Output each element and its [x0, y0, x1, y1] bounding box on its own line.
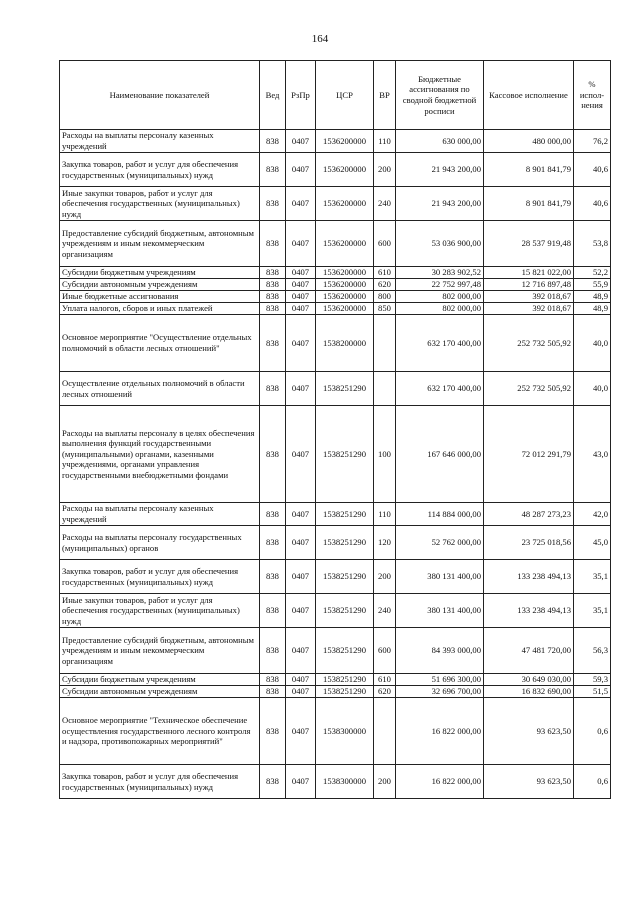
table-row [60, 560, 611, 594]
row-ved: 838 [260, 674, 286, 686]
row-ved: 838 [260, 187, 286, 221]
row-cash: 8 901 841,79 [484, 153, 574, 187]
row-name: Иные закупки товаров, работ и услуг для обеспечения государственных (муниципальных) нужд [60, 594, 260, 628]
row-name: Субсидии бюджетным учреждениям [60, 267, 260, 279]
row-name: Основное мероприятие "Техническое обеспечение осуществления государственного лесного контроля и надзора, противопожарных мероприятий" [60, 698, 260, 765]
row-rzpr: 0407 [286, 765, 316, 799]
row-rzpr: 0407 [286, 698, 316, 765]
row-cash: 72 012 291,79 [484, 406, 574, 503]
table-row [60, 628, 611, 674]
row-percent: 35,1 [574, 560, 611, 594]
row-name: Иные бюджетные ассигнования [60, 291, 260, 303]
row-csr: 1538300000 [316, 698, 374, 765]
row-vr: 850 [374, 303, 396, 315]
row-vr [374, 698, 396, 765]
row-rzpr: 0407 [286, 628, 316, 674]
row-budget: 16 822 000,00 [396, 698, 484, 765]
row-ved: 838 [260, 279, 286, 291]
row-percent: 52,2 [574, 267, 611, 279]
row-name: Уплата налогов, сборов и иных платежей [60, 303, 260, 315]
row-rzpr: 0407 [286, 686, 316, 698]
row-csr: 1536200000 [316, 279, 374, 291]
row-name: Субсидии автономным учреждениям [60, 686, 260, 698]
row-cash: 93 623,50 [484, 765, 574, 799]
row-ved: 838 [260, 594, 286, 628]
row-percent: 43,0 [574, 406, 611, 503]
row-percent: 42,0 [574, 503, 611, 526]
row-ved: 838 [260, 221, 286, 267]
header-csr: ЦСР [316, 61, 374, 130]
table-row [60, 503, 611, 526]
table-row [60, 279, 611, 291]
row-cash: 133 238 494,13 [484, 594, 574, 628]
row-rzpr: 0407 [286, 267, 316, 279]
row-percent: 48,9 [574, 291, 611, 303]
row-budget: 630 000,00 [396, 130, 484, 153]
row-rzpr: 0407 [286, 221, 316, 267]
row-budget: 167 646 000,00 [396, 406, 484, 503]
row-cash: 392 018,67 [484, 303, 574, 315]
row-cash: 28 537 919,48 [484, 221, 574, 267]
table-row [60, 153, 611, 187]
row-csr: 1538251290 [316, 560, 374, 594]
row-csr: 1538251290 [316, 503, 374, 526]
row-percent: 40,6 [574, 187, 611, 221]
row-ved: 838 [260, 686, 286, 698]
row-csr: 1536200000 [316, 303, 374, 315]
row-percent: 40,0 [574, 372, 611, 406]
row-csr: 1536200000 [316, 291, 374, 303]
row-vr: 120 [374, 526, 396, 560]
row-percent: 76,2 [574, 130, 611, 153]
row-vr: 200 [374, 765, 396, 799]
row-vr: 200 [374, 560, 396, 594]
row-rzpr: 0407 [286, 406, 316, 503]
row-budget: 632 170 400,00 [396, 372, 484, 406]
row-vr: 620 [374, 279, 396, 291]
table-row [60, 303, 611, 315]
row-ved: 838 [260, 765, 286, 799]
row-percent: 40,6 [574, 153, 611, 187]
row-vr: 610 [374, 674, 396, 686]
row-rzpr: 0407 [286, 153, 316, 187]
row-cash: 8 901 841,79 [484, 187, 574, 221]
row-budget: 53 036 900,00 [396, 221, 484, 267]
row-percent: 55,9 [574, 279, 611, 291]
row-name: Расходы на выплаты персоналу казенных учреждений [60, 503, 260, 526]
row-budget: 52 762 000,00 [396, 526, 484, 560]
row-name: Расходы на выплаты персоналу казенных учреждений [60, 130, 260, 153]
table-row [60, 221, 611, 267]
row-csr: 1538251290 [316, 526, 374, 560]
header-budget: Бюджетные ассигнования по сводной бюджетной росписи [396, 61, 484, 130]
row-name: Субсидии автономным учреждениям [60, 279, 260, 291]
row-cash: 12 716 897,48 [484, 279, 574, 291]
row-csr: 1536200000 [316, 267, 374, 279]
row-percent: 35,1 [574, 594, 611, 628]
row-rzpr: 0407 [286, 594, 316, 628]
row-budget: 16 822 000,00 [396, 765, 484, 799]
row-name: Закупка товаров, работ и услуг для обеспечения государственных (муниципальных) нужд [60, 153, 260, 187]
row-ved: 838 [260, 130, 286, 153]
row-budget: 84 393 000,00 [396, 628, 484, 674]
row-cash: 47 481 720,00 [484, 628, 574, 674]
row-budget: 802 000,00 [396, 303, 484, 315]
row-name: Закупка товаров, работ и услуг для обеспечения государственных (муниципальных) нужд [60, 560, 260, 594]
row-csr: 1536200000 [316, 153, 374, 187]
row-cash: 480 000,00 [484, 130, 574, 153]
row-cash: 392 018,67 [484, 291, 574, 303]
row-vr: 240 [374, 594, 396, 628]
row-budget: 32 696 700,00 [396, 686, 484, 698]
row-rzpr: 0407 [286, 674, 316, 686]
row-budget: 21 943 200,00 [396, 153, 484, 187]
header-rzpr: РзПр [286, 61, 316, 130]
row-csr: 1538251290 [316, 372, 374, 406]
row-cash: 133 238 494,13 [484, 560, 574, 594]
row-budget: 21 943 200,00 [396, 187, 484, 221]
row-name: Субсидии бюджетным учреждениям [60, 674, 260, 686]
row-percent: 45,0 [574, 526, 611, 560]
row-ved: 838 [260, 372, 286, 406]
row-ved: 838 [260, 153, 286, 187]
row-ved: 838 [260, 503, 286, 526]
row-budget: 51 696 300,00 [396, 674, 484, 686]
row-ved: 838 [260, 628, 286, 674]
table-row [60, 698, 611, 765]
row-csr: 1538251290 [316, 674, 374, 686]
row-cash: 16 832 690,00 [484, 686, 574, 698]
row-ved: 838 [260, 291, 286, 303]
table-row [60, 765, 611, 799]
row-vr [374, 372, 396, 406]
header-percent: % испол-нения [574, 61, 611, 130]
row-vr: 240 [374, 187, 396, 221]
row-name: Предоставление субсидий бюджетным, автономным учреждениям и иным некоммерческим организациям [60, 221, 260, 267]
row-rzpr: 0407 [286, 279, 316, 291]
header-name: Наименование показателей [60, 61, 260, 130]
table-row [60, 674, 611, 686]
row-vr: 110 [374, 503, 396, 526]
table-row [60, 406, 611, 503]
table-row [60, 594, 611, 628]
row-percent: 53,8 [574, 221, 611, 267]
row-budget: 802 000,00 [396, 291, 484, 303]
row-cash: 23 725 018,56 [484, 526, 574, 560]
row-csr: 1536200000 [316, 221, 374, 267]
row-vr: 200 [374, 153, 396, 187]
row-ved: 838 [260, 698, 286, 765]
row-csr: 1538200000 [316, 315, 374, 372]
row-name: Предоставление субсидий бюджетным, автономным учреждениям и иным некоммерческим организациям [60, 628, 260, 674]
row-budget: 380 131 400,00 [396, 594, 484, 628]
row-vr: 100 [374, 406, 396, 503]
row-percent: 0,6 [574, 765, 611, 799]
row-rzpr: 0407 [286, 315, 316, 372]
row-cash: 252 732 505,92 [484, 372, 574, 406]
row-cash: 93 623,50 [484, 698, 574, 765]
row-percent: 48,9 [574, 303, 611, 315]
row-name: Основное мероприятие "Осуществление отдельных полномочий в области лесных отношений" [60, 315, 260, 372]
header-ved: Вед [260, 61, 286, 130]
row-rzpr: 0407 [286, 560, 316, 594]
table-row [60, 130, 611, 153]
row-name: Закупка товаров, работ и услуг для обеспечения государственных (муниципальных) нужд [60, 765, 260, 799]
row-csr: 1538251290 [316, 406, 374, 503]
row-budget: 114 884 000,00 [396, 503, 484, 526]
header-vr: ВР [374, 61, 396, 130]
table-row [60, 372, 611, 406]
row-budget: 632 170 400,00 [396, 315, 484, 372]
table-row [60, 187, 611, 221]
row-csr: 1538251290 [316, 628, 374, 674]
row-rzpr: 0407 [286, 372, 316, 406]
row-rzpr: 0407 [286, 291, 316, 303]
row-cash: 48 287 273,23 [484, 503, 574, 526]
row-ved: 838 [260, 560, 286, 594]
page-number: 164 [311, 33, 329, 45]
row-vr: 600 [374, 628, 396, 674]
row-percent: 56,3 [574, 628, 611, 674]
row-name: Расходы на выплаты персоналу в целях обеспечения выполнения функций государственными (муниципальными) органами, казенными учреждениями, органами управления государственными внебюджетными фондами [60, 406, 260, 503]
row-name: Иные закупки товаров, работ и услуг для обеспечения государственных (муниципальных) нужд [60, 187, 260, 221]
row-name: Расходы на выплаты персоналу государственных (муниципальных) органов [60, 526, 260, 560]
row-percent: 59,3 [574, 674, 611, 686]
row-ved: 838 [260, 303, 286, 315]
row-percent: 0,6 [574, 698, 611, 765]
row-budget: 30 283 902,52 [396, 267, 484, 279]
row-cash: 15 821 022,00 [484, 267, 574, 279]
row-percent: 40,0 [574, 315, 611, 372]
row-vr: 610 [374, 267, 396, 279]
row-vr [374, 315, 396, 372]
row-vr: 600 [374, 221, 396, 267]
row-budget: 380 131 400,00 [396, 560, 484, 594]
row-vr: 800 [374, 291, 396, 303]
table-row [60, 686, 611, 698]
row-percent: 51,5 [574, 686, 611, 698]
row-csr: 1538300000 [316, 765, 374, 799]
table-row [60, 526, 611, 560]
table-row [60, 267, 611, 279]
row-budget: 22 752 997,48 [396, 279, 484, 291]
row-name: Осуществление отдельных полномочий в области лесных отношений [60, 372, 260, 406]
table-row [60, 291, 611, 303]
row-ved: 838 [260, 406, 286, 503]
row-rzpr: 0407 [286, 187, 316, 221]
header-cash: Кассовое исполнение [484, 61, 574, 130]
table-row [60, 315, 611, 372]
row-csr: 1536200000 [316, 130, 374, 153]
table-header-row [60, 61, 611, 130]
row-rzpr: 0407 [286, 526, 316, 560]
budget-table [59, 60, 611, 799]
row-csr: 1538251290 [316, 594, 374, 628]
row-ved: 838 [260, 267, 286, 279]
row-ved: 838 [260, 315, 286, 372]
row-csr: 1538251290 [316, 686, 374, 698]
row-rzpr: 0407 [286, 303, 316, 315]
row-cash: 252 732 505,92 [484, 315, 574, 372]
row-vr: 110 [374, 130, 396, 153]
row-csr: 1536200000 [316, 187, 374, 221]
row-rzpr: 0407 [286, 130, 316, 153]
row-vr: 620 [374, 686, 396, 698]
row-ved: 838 [260, 526, 286, 560]
row-cash: 30 649 030,00 [484, 674, 574, 686]
row-rzpr: 0407 [286, 503, 316, 526]
